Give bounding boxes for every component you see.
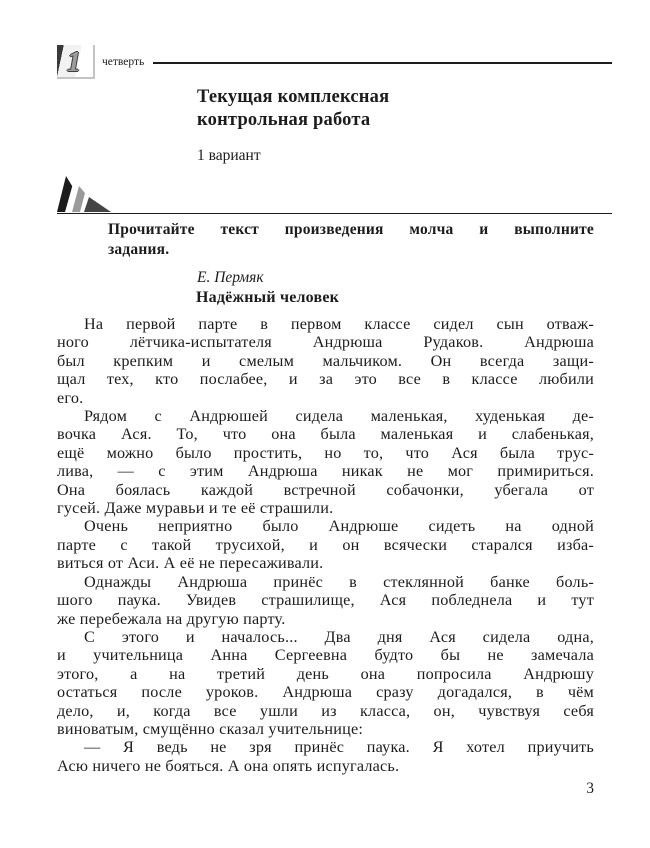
text-line: же перебежала на другую парту. xyxy=(57,609,286,628)
text-line: его. xyxy=(57,388,84,407)
text-line: и учительница Анна Сергеевна будто бы не замечала xyxy=(57,646,594,665)
text-line: остаться после уроков. Андрюша сразу догадался, в чём xyxy=(57,683,594,702)
text-line: дело, и, когда все ушли из класса, он, чувствуя себя xyxy=(57,701,594,720)
text-line: гусей. Даже муравьи и те её страшили. xyxy=(57,499,334,518)
story-paragraph xyxy=(57,407,594,517)
text-line: — Я ведь не зря принёс паука. Я хотел приучить xyxy=(84,738,594,757)
text-line: Очень неприятно было Андрюше сидеть на одной xyxy=(84,517,594,536)
corner-arrow-icon xyxy=(57,176,115,213)
text-line: парте с такой трусихой, и он всячески старался изба- xyxy=(57,535,594,554)
text-line: Однажды Андрюша принёс в стеклянной банке боль- xyxy=(84,572,594,591)
story-paragraph xyxy=(57,315,594,407)
work-title xyxy=(197,86,389,165)
quarter-header xyxy=(57,44,612,80)
page-number: 3 xyxy=(586,780,594,797)
text-line: Асю ничего не бояться. А она опять испугалась. xyxy=(57,756,400,775)
quarter-badge xyxy=(57,45,95,79)
text-line: ещё можно было простить, но то, что Ася была трус- xyxy=(57,443,594,462)
section-divider xyxy=(57,177,612,214)
text-line: этого, а на третий день она попросила Андрюшу xyxy=(57,664,594,683)
header-rule xyxy=(153,62,612,64)
text-line: Она боялась каждой встречной собачонки, убегала от xyxy=(57,480,594,499)
story-author: Е. Пермяк xyxy=(197,269,264,286)
text-line: лива, — с этим Андрюша никак не мог примириться. xyxy=(57,462,594,481)
quarter-label: четверть xyxy=(102,56,145,68)
text-line: шого паука. Увидев страшилище, Ася побледнела и тут xyxy=(57,591,594,610)
story-paragraph xyxy=(57,517,594,572)
text-line: виться от Аси. А её не пересаживали. xyxy=(57,554,324,573)
text-line: С этого и началось... Два дня Ася сидела одна, xyxy=(84,627,594,646)
quarter-numeral: 1 xyxy=(66,45,82,78)
text-line: вочка Ася. То, что она была маленькая и слабенькая, xyxy=(57,425,594,444)
story-paragraph xyxy=(57,628,594,738)
story-paragraph xyxy=(57,573,594,628)
text-line: щал тех, кто послабее, и за это все в классе любили xyxy=(57,370,594,389)
work-title-line2: контрольная работа xyxy=(197,110,371,130)
story-title: Надёжный человек xyxy=(196,289,340,306)
text-line: виноватым, смущённо сказал учительнице: xyxy=(57,719,364,738)
text-line: был крепким и смелым мальчиком. Он всегда защи- xyxy=(57,351,594,370)
story-paragraph xyxy=(57,738,594,775)
task-instruction xyxy=(108,220,594,260)
work-title-line1: Текущая комплексная xyxy=(197,87,390,107)
text-line: задания. xyxy=(108,241,170,258)
text-line: Прочитайте текст произведения молча и выполните xyxy=(108,221,594,238)
text-line: На первой парте в первом классе сидел сын отваж- xyxy=(84,315,594,333)
story-body xyxy=(57,315,594,775)
text-line: Рядом с Андрюшей сидела маленькая, худенькая де- xyxy=(84,407,594,426)
text-line: ного лётчика-испытателя Андрюша Рудаков. Андрюша xyxy=(57,333,594,352)
variant-label: 1 вариант xyxy=(197,147,261,164)
divider-rule xyxy=(57,213,612,214)
